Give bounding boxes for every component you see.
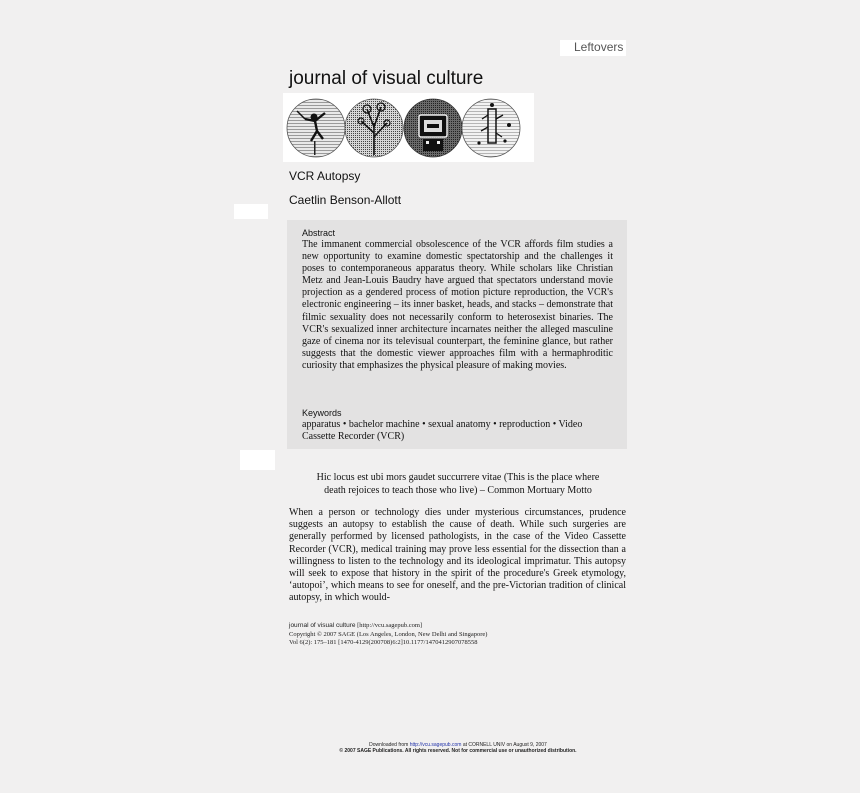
article-author: Caetlin Benson-Allott: [289, 193, 402, 207]
download-prefix: Downloaded from: [369, 742, 409, 748]
keywords-text: apparatus • bachelor machine • sexual anatomy • reproduction • Video Cassette Recorder (VCR): [302, 419, 583, 442]
margin-mark: [234, 204, 268, 219]
article-title: VCR Autopsy: [289, 169, 361, 183]
margin-mark: [240, 450, 275, 470]
dancer-figure-icon: [287, 99, 345, 157]
journal-banner-images: [283, 93, 534, 162]
footer-journal-name: journal of visual culture: [289, 622, 356, 629]
footer-journal-url[interactable]: [http://vcu.sagepub.com]: [357, 622, 423, 629]
abstract-text: The immanent commercial obsolescence of the VCR affords film studies a new opportunity to examine domestic spectatorship and the challenges it poses to contemporaneous apparatus theory. While scholars like Christian Metz and Jean-Louis Baudry have argued that spectators understand movie projection as a gendered process of motion picture reproduction, the VCR's electronic engineering – its inner basket, heads, and stacks – demonstrate that filmic sexuality does not necessarily conform to heterosexist binaries. The VCR's sexualized inner architecture incarnates neither the alleged masculine gaze of cinema nor its televisual counterpart, the feminine glance, but rather suggests that the domestic viewer approaches film with a hermaphroditic curiosity that emphasizes the physical pleasure of making movies.: [302, 239, 613, 371]
epigraph-line: death rejoices to teach those who live) – Common Mortuary Motto: [324, 484, 592, 496]
abstract-sculpture-icon: [462, 99, 520, 157]
journal-line: [289, 622, 487, 631]
citation-line: Vol 6(2): 175–181 [1470-4129(200708)6:2]10.1177/1470412907078558: [289, 639, 478, 647]
citation-block: [289, 622, 487, 648]
keywords-heading: Keywords: [302, 408, 342, 418]
download-notice: [300, 742, 616, 754]
download-link[interactable]: http://vcu.sagepub.com: [409, 742, 462, 748]
abstract-heading: Abstract: [302, 228, 336, 238]
download-suffix: at CORNELL UNIV on August 9, 2007: [462, 742, 547, 748]
flower-plant-icon: [345, 99, 403, 157]
epigraph-line: Hic locus est ubi mors gaudet succurrere vitae (This is the place where: [316, 472, 600, 483]
copyright-line: Copyright © 2007 SAGE (Los Angeles, London, New Delhi and Singapore): [289, 630, 488, 638]
journal-title: journal of visual culture: [289, 68, 484, 89]
television-set-icon: [404, 99, 462, 157]
section-label: Leftovers: [574, 40, 624, 54]
banner-svg: [283, 93, 534, 162]
epigraph: [290, 472, 626, 497]
rights-line: © 2007 SAGE Publications. All rights reserved. Not for commercial use or unauthorized distribution.: [339, 748, 577, 754]
body-paragraph: When a person or technology dies under mysterious circumstances, prudence suggests an autopsy to establish the cause of death. While such surgeries are generally performed by licensed pathologists, in the case of the Video Cassette Recorder (VCR), medical training may prove less essential for the dissection than a willingness to listen to the technology and its ideological imprimatur. This autopsy will seek to expose that history in the spirit of the procedure's Greek etymology, ‘autopoi’, which means to see for oneself, and the pre-Victorian tradition of clinical autopsy, in which would-: [289, 507, 626, 604]
